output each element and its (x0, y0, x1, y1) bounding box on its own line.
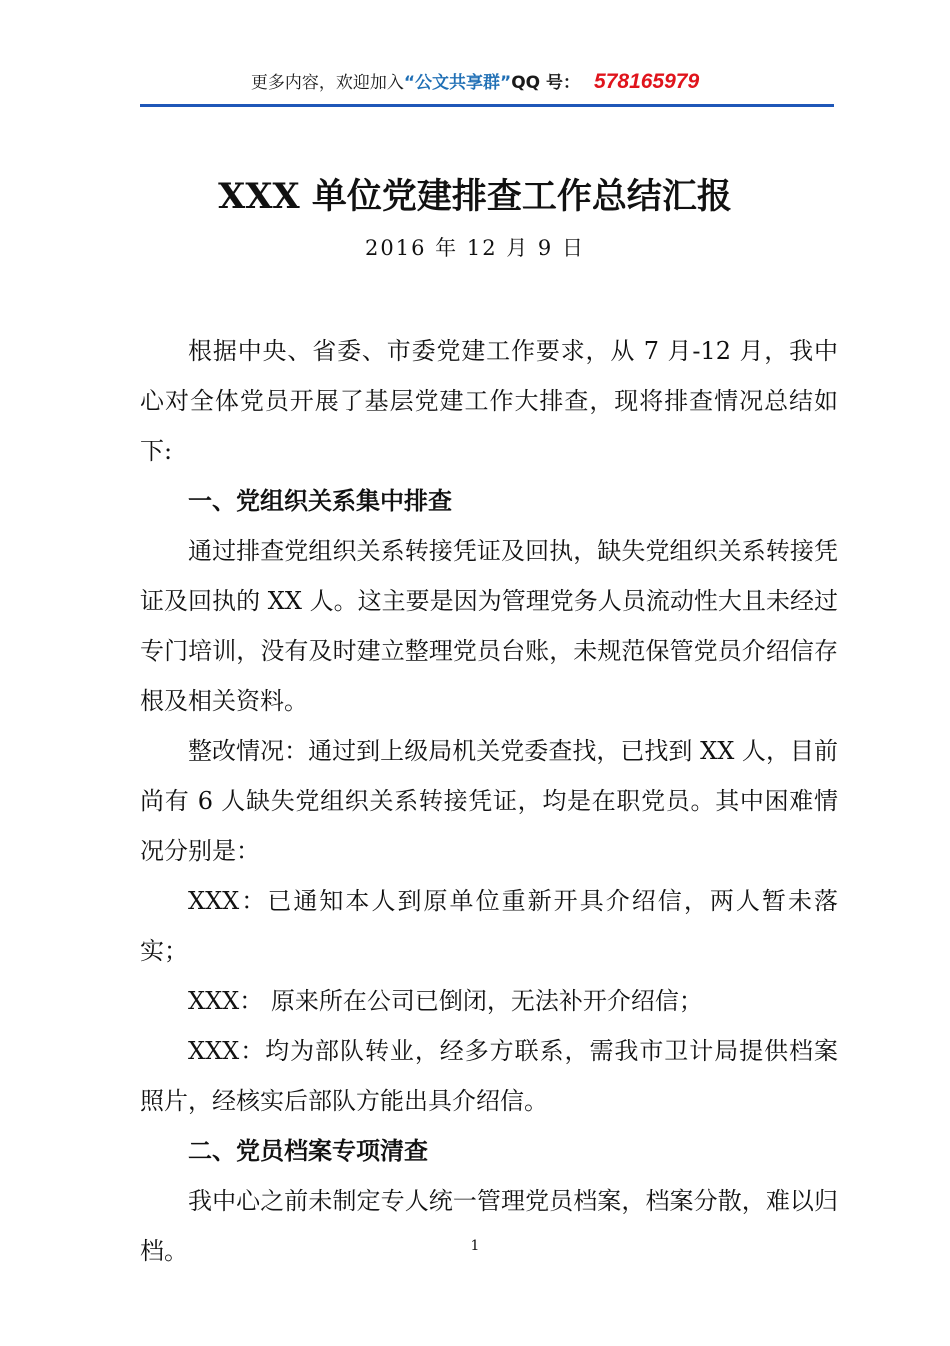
case-item: XXX：已通知本人到原单位重新开具介绍信，两人暂未落实； (140, 887, 838, 965)
header-group-name: “公文共享群” (403, 73, 512, 93)
body-paragraph: 我中心之前未制定专人统一管理党员档案，档案分散，难以归档。 (140, 1187, 838, 1265)
document-title: XXX 单位党建排查工作总结汇报 (218, 176, 732, 217)
section-heading-1: 一、党组织关系集中排查 (188, 487, 452, 515)
document-body (140, 326, 838, 1276)
header-qq-number: 578165979 (594, 70, 700, 93)
page-number: 1 (470, 1238, 480, 1254)
promo-header (0, 68, 950, 97)
section-heading-2: 二、党员档案专项清查 (188, 1137, 428, 1165)
case-item: XXX：均为部队转业，经多方联系，需我市卫计局提供档案照片，经核实后部队方能出具介绍信。 (140, 1037, 838, 1115)
document-date: 2016 年 12 月 9 日 (365, 236, 585, 260)
header-divider (140, 104, 834, 107)
header-qq-label: QQ 号： (511, 73, 581, 93)
case-item: XXX： 原来所在公司已倒闭，无法补开介绍信； (188, 987, 703, 1015)
header-lead-text: 更多内容，欢迎加入 (250, 73, 404, 93)
intro-paragraph: 根据中央、省委、市委党建工作要求，从 7 月-12 月，我中心对全体党员开展了基层党建工作大排查，现将排查情况总结如下: (140, 337, 838, 465)
body-paragraph: 整改情况：通过到上级局机关党委查找，已找到 XX 人，目前尚有 6 人缺失党组织关系转接凭证，均是在职党员。其中困难情况分别是： (140, 737, 838, 865)
body-paragraph: 通过排查党组织关系转接凭证及回执，缺失党组织关系转接凭证及回执的 XX 人。这主要是因为管理党务人员流动性大且未经过专门培训，没有及时建立整理党员台账，未规范保管党员介绍信存根及相关资料。 (140, 537, 838, 715)
